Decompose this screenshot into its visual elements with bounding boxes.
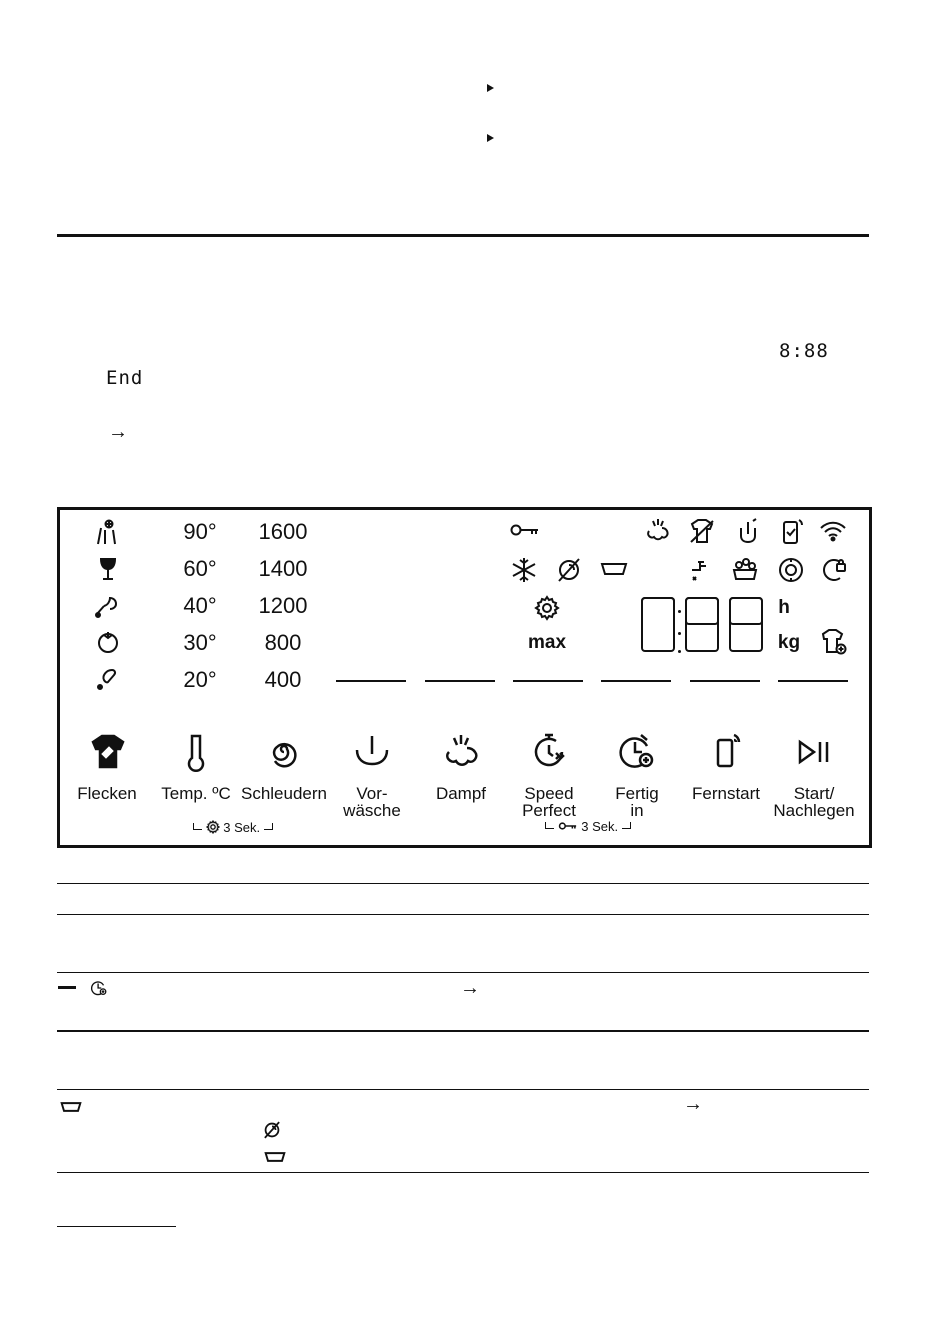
- settings-hint: [193, 820, 273, 835]
- display-digit-segment: [641, 597, 675, 625]
- temp-option: 20°: [183, 667, 217, 692]
- indicator-bar: [425, 680, 495, 682]
- segment-readout: 8:88: [779, 340, 829, 362]
- steam-button-label: Dampf: [435, 784, 487, 803]
- spin-option: 1200: [258, 593, 308, 618]
- segment-end: End: [106, 367, 144, 389]
- dash-icon: [58, 986, 76, 989]
- prewash-button-label: Vor- wäsche: [343, 784, 401, 820]
- add-laundry-shirt-icon: [820, 628, 848, 656]
- wifi-icon: [819, 520, 847, 542]
- finish-clock-icon: [90, 979, 108, 997]
- prewash-button[interactable]: [352, 732, 392, 772]
- display-digit-segment: [729, 597, 763, 625]
- display-colon: [678, 632, 681, 635]
- table-header-line: [57, 883, 869, 884]
- table-row-line: [57, 914, 869, 915]
- max-label: max: [527, 632, 567, 653]
- remote-phone-icon: [780, 518, 804, 546]
- child-lock-icon: [820, 556, 848, 584]
- drain-tub-icon: [600, 560, 628, 578]
- unit-hours: h: [778, 597, 790, 618]
- tomato-icon: [96, 630, 120, 654]
- indicator-bar: [336, 680, 406, 682]
- foam-icon: [731, 556, 759, 582]
- no-spin-icon: [262, 1120, 282, 1140]
- lock-hint: [545, 820, 631, 834]
- temp-option: 30°: [183, 630, 217, 655]
- display-colon: [678, 610, 681, 613]
- indicator-bar: [601, 680, 671, 682]
- start-pause-button[interactable]: [794, 732, 834, 772]
- water-tap-icon: [688, 558, 712, 582]
- steam-indicator-icon: [645, 517, 671, 543]
- unit-kg: kg: [777, 632, 801, 653]
- spin-option: 1600: [258, 519, 308, 544]
- stain-button[interactable]: [88, 732, 128, 772]
- drain-tub-icon: [60, 1100, 82, 1114]
- grass-stain-icon: [94, 592, 120, 618]
- remote-start-button[interactable]: [706, 732, 746, 772]
- spin-button-label: Schleudern: [240, 784, 327, 803]
- arrow-icon: →: [108, 421, 128, 443]
- speed-perfect-button-label: Speed Perfect: [522, 784, 576, 820]
- drum-clean-icon: [777, 556, 805, 584]
- settings-hint-text: 3 Sek.: [223, 820, 261, 835]
- key-lock-icon: [558, 821, 578, 831]
- temp-option: 40°: [183, 593, 217, 618]
- no-spin-icon: [555, 556, 583, 584]
- indicator-bar: [513, 680, 583, 682]
- temp-option: 60°: [183, 556, 217, 581]
- indicator-bar: [690, 680, 760, 682]
- lipstick-stain-icon: [96, 666, 120, 690]
- settings-gear-icon: [534, 595, 560, 621]
- wool-flower-icon: [95, 518, 119, 546]
- key-lock-icon: [510, 522, 540, 538]
- table-bottom-line: [57, 1172, 869, 1173]
- finish-in-button[interactable]: [617, 732, 657, 772]
- lock-hint-text: 3 Sek.: [581, 819, 619, 834]
- steam-button[interactable]: [441, 732, 481, 772]
- display-digit-segment: [685, 597, 719, 625]
- remote-start-button-label: Fernstart: [691, 784, 761, 803]
- indicator-bar: [778, 680, 848, 682]
- display-decimal: [678, 650, 681, 653]
- rinse-hold-icon: [737, 518, 761, 544]
- spin-option: 400: [264, 667, 302, 692]
- speed-perfect-button[interactable]: [529, 732, 569, 772]
- table-row-line: [57, 1089, 869, 1090]
- start-pause-button-label: Start/ Nachlegen: [773, 784, 855, 820]
- stain-button-label: Flecken: [77, 784, 137, 803]
- wine-glass-icon: [98, 557, 118, 581]
- no-ironing-shirt-icon: [688, 518, 716, 544]
- spin-option: 800: [264, 630, 302, 655]
- arrow-icon: →: [683, 1093, 703, 1115]
- finish-in-button-label: Fertig in: [615, 784, 659, 820]
- arrow-icon: →: [460, 977, 480, 999]
- table-row-line: [57, 972, 869, 973]
- settings-gear-icon: [206, 820, 220, 834]
- cold-snowflake-icon: [510, 556, 538, 584]
- footnote-rule: [57, 1226, 176, 1227]
- temperature-button-label: Temp. ºC: [161, 784, 231, 803]
- spin-option: 1400: [258, 556, 308, 581]
- spin-button[interactable]: [264, 732, 304, 772]
- table-row-line: [57, 1030, 869, 1032]
- bullet-marker: [487, 84, 494, 92]
- temperature-button[interactable]: [176, 732, 216, 772]
- bullet-marker: [487, 134, 494, 142]
- section-divider: [57, 234, 869, 237]
- control-panel: [57, 507, 872, 848]
- temp-option: 90°: [183, 519, 217, 544]
- drain-tub-icon: [264, 1150, 286, 1164]
